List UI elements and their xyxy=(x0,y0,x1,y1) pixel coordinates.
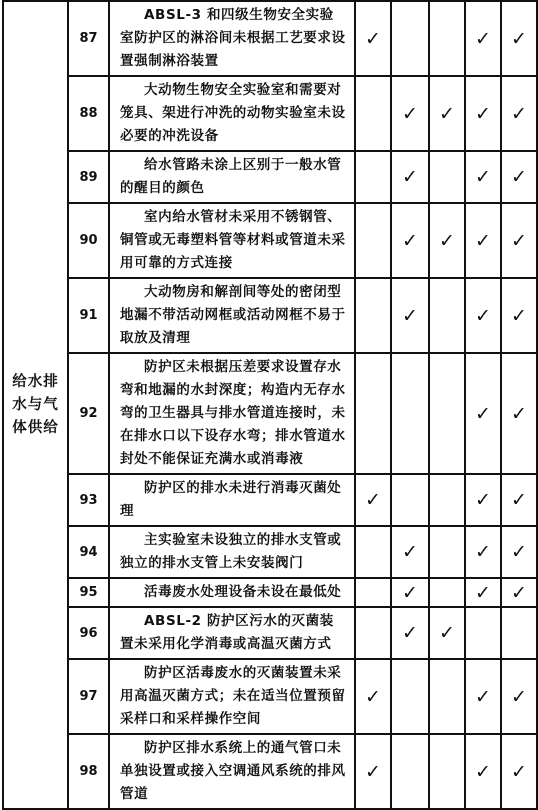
check-cell-5: ✓ xyxy=(501,76,537,151)
item-description: ABSL-2 防护区污水的灭菌装置未采用化学消毒或高温灭菌方式 xyxy=(109,607,355,659)
check-cell-1: ✓ xyxy=(355,734,391,809)
table-row xyxy=(3,474,537,526)
check-cell-2 xyxy=(391,353,429,474)
check-cell-5 xyxy=(501,607,537,659)
check-cell-2: ✓ xyxy=(391,203,429,278)
check-cell-4: ✓ xyxy=(465,474,501,526)
check-cell-3 xyxy=(429,353,465,474)
check-cell-3 xyxy=(429,659,465,734)
table-row xyxy=(3,607,537,659)
check-cell-2: ✓ xyxy=(391,278,429,353)
item-description: 防护区未根据压差要求设置存水弯和地漏的水封深度；构造内无存水弯的卫生器具与排水管道连接时，未在排水口以下设存水弯；排水管道水封处不能保证充满水或消毒液 xyxy=(109,353,355,474)
check-cell-3: ✓ xyxy=(429,203,465,278)
item-description: 主实验室未设独立的排水支管或独立的排水支管上未安装阀门 xyxy=(109,526,355,578)
table-row xyxy=(3,734,537,809)
check-cell-2 xyxy=(391,734,429,809)
check-cell-5: ✓ xyxy=(501,474,537,526)
item-number: 91 xyxy=(68,278,109,353)
check-cell-1 xyxy=(355,353,391,474)
table-row xyxy=(3,278,537,353)
check-cell-4: ✓ xyxy=(465,203,501,278)
item-description: 活毒废水处理设备未设在最低处 xyxy=(109,578,355,607)
item-description: 大动物生物安全实验室和需要对笼具、架进行冲洗的动物实验室未设必要的冲洗设备 xyxy=(109,76,355,151)
check-cell-4: ✓ xyxy=(465,659,501,734)
check-cell-5: ✓ xyxy=(501,578,537,607)
check-cell-3 xyxy=(429,151,465,203)
item-number: 87 xyxy=(68,1,109,76)
item-number: 95 xyxy=(68,578,109,607)
check-cell-1 xyxy=(355,278,391,353)
category-cell: 给水排水与气体供给 xyxy=(3,1,68,809)
item-description: ABSL-3 和四级生物安全实验室防护区的淋浴间未根据工艺要求设置强制淋浴装置 xyxy=(109,1,355,76)
check-cell-4: ✓ xyxy=(465,1,501,76)
check-cell-5: ✓ xyxy=(501,1,537,76)
item-number: 90 xyxy=(68,203,109,278)
check-cell-3 xyxy=(429,526,465,578)
check-cell-4: ✓ xyxy=(465,76,501,151)
inspection-table xyxy=(2,0,538,810)
check-cell-2 xyxy=(391,474,429,526)
check-cell-5: ✓ xyxy=(501,659,537,734)
item-description: 室内给水管材未采用不锈钢管、铜管或无毒塑料管等材料或管道未采用可靠的方式连接 xyxy=(109,203,355,278)
table-row xyxy=(3,151,537,203)
check-cell-2: ✓ xyxy=(391,526,429,578)
item-description: 给水管路未涂上区别于一般水管的醒目的颜色 xyxy=(109,151,355,203)
table-row xyxy=(3,353,537,474)
table-row xyxy=(3,203,537,278)
check-cell-3 xyxy=(429,1,465,76)
check-cell-4: ✓ xyxy=(465,734,501,809)
table-row xyxy=(3,526,537,578)
check-cell-3: ✓ xyxy=(429,607,465,659)
check-cell-5: ✓ xyxy=(501,203,537,278)
check-cell-5: ✓ xyxy=(501,278,537,353)
item-number: 97 xyxy=(68,659,109,734)
check-cell-1 xyxy=(355,151,391,203)
check-cell-4: ✓ xyxy=(465,578,501,607)
check-cell-5: ✓ xyxy=(501,353,537,474)
item-description: 防护区排水系统上的通气管口未单独设置或接入空调通风系统的排风管道 xyxy=(109,734,355,809)
check-cell-1: ✓ xyxy=(355,659,391,734)
check-cell-4: ✓ xyxy=(465,278,501,353)
check-cell-1: ✓ xyxy=(355,1,391,76)
check-cell-5: ✓ xyxy=(501,734,537,809)
check-cell-1 xyxy=(355,76,391,151)
check-cell-2: ✓ xyxy=(391,151,429,203)
check-cell-2 xyxy=(391,659,429,734)
check-cell-3: ✓ xyxy=(429,76,465,151)
table-row xyxy=(3,1,537,76)
item-number: 89 xyxy=(68,151,109,203)
check-cell-1: ✓ xyxy=(355,474,391,526)
check-cell-1 xyxy=(355,578,391,607)
check-cell-3 xyxy=(429,734,465,809)
check-cell-1 xyxy=(355,526,391,578)
item-description: 防护区的排水未进行消毒灭菌处理 xyxy=(109,474,355,526)
check-cell-3 xyxy=(429,474,465,526)
check-cell-4: ✓ xyxy=(465,353,501,474)
item-description: 防护区活毒废水的灭菌装置未采用高温灭菌方式；未在适当位置预留采样口和采样操作空间 xyxy=(109,659,355,734)
item-number: 88 xyxy=(68,76,109,151)
check-cell-2: ✓ xyxy=(391,607,429,659)
item-number: 93 xyxy=(68,474,109,526)
check-cell-2 xyxy=(391,1,429,76)
check-cell-4: ✓ xyxy=(465,526,501,578)
check-cell-5: ✓ xyxy=(501,526,537,578)
table-row xyxy=(3,578,537,607)
table-row xyxy=(3,659,537,734)
check-cell-1 xyxy=(355,607,391,659)
item-number: 94 xyxy=(68,526,109,578)
item-number: 96 xyxy=(68,607,109,659)
check-cell-3 xyxy=(429,578,465,607)
check-cell-2: ✓ xyxy=(391,76,429,151)
check-cell-5: ✓ xyxy=(501,151,537,203)
check-cell-4: ✓ xyxy=(465,151,501,203)
item-number: 98 xyxy=(68,734,109,809)
table-row xyxy=(3,76,537,151)
check-cell-2: ✓ xyxy=(391,578,429,607)
item-description: 大动物房和解剖间等处的密闭型地漏不带活动网框或活动网框不易于取放及清理 xyxy=(109,278,355,353)
check-cell-1 xyxy=(355,203,391,278)
item-number: 92 xyxy=(68,353,109,474)
check-cell-3 xyxy=(429,278,465,353)
check-cell-4 xyxy=(465,607,501,659)
